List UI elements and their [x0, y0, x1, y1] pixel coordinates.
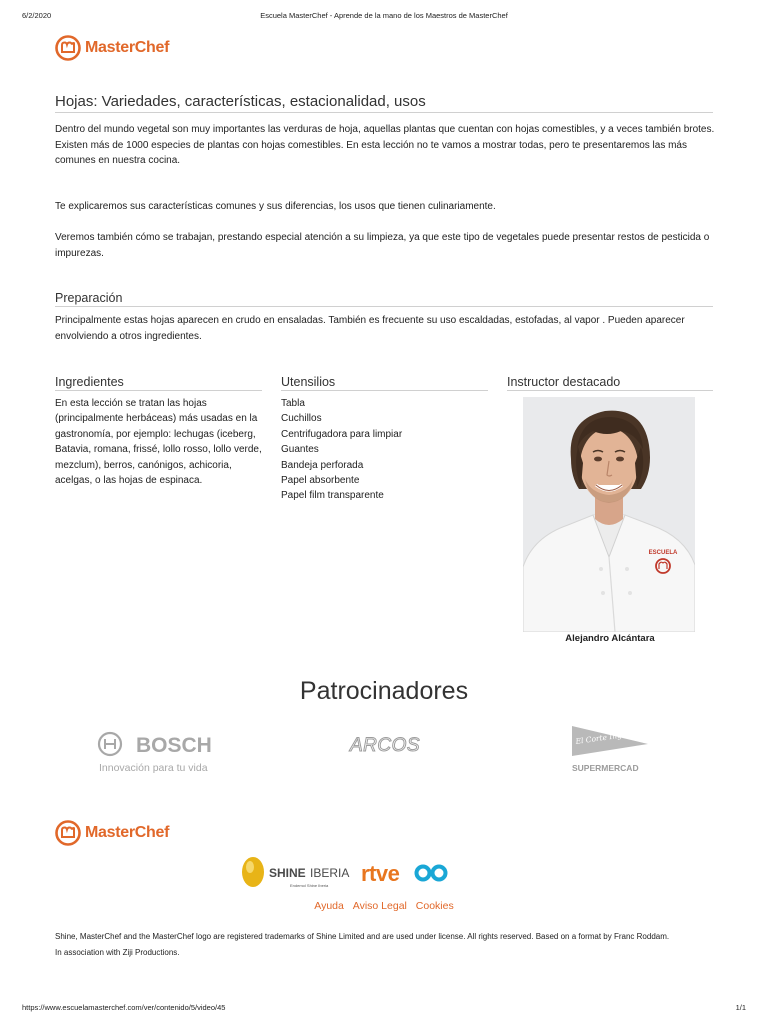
preparation-text: Principalmente estas hojas aparecen en crudo en ensaladas. También es frecuente su uso escaldadas, estofadas, al vapor . Pueden aparecer envolviendo a otros ingredientes.	[55, 315, 685, 342]
iberia-wordmark: IBERIA	[310, 866, 350, 880]
preparation-title: Preparación	[55, 291, 713, 307]
utensil-item: Tabla	[281, 398, 305, 409]
legal-line-1: Shine, MasterChef and the MasterChef logo are registered trademarks of Shine Limited and are used under license. All rights reserved. Based on a format by Franc Roddam.	[55, 932, 670, 941]
utensils-title: Utensilios	[281, 375, 488, 391]
lesson-intro	[55, 122, 715, 169]
jacket-escuela-text: ESCUELA	[648, 550, 678, 556]
lesson-title: Hojas: Variedades, características, estacionalidad, usos	[55, 93, 713, 113]
masterchef-hat-icon	[55, 820, 81, 846]
print-url: https://www.escuelamasterchef.com/ver/contenido/5/video/45	[22, 1003, 226, 1012]
masterchef-logo[interactable]	[55, 35, 169, 61]
utensil-item: Bandeja perforada	[281, 459, 364, 471]
brand-name: MasterChef	[85, 39, 170, 56]
utensil-item: Papel film transparente	[281, 490, 384, 502]
shine-wordmark: SHINE	[269, 866, 306, 880]
print-page-count: 1/1	[735, 1003, 746, 1012]
bosch-tagline: Innovación para tu vida	[99, 762, 208, 774]
shine-subtitle: Endemol Shine Iberia	[290, 883, 329, 888]
legal-text	[55, 929, 715, 961]
instructor-name: Alejandro Alcántara	[565, 633, 655, 644]
lesson-paragraph-2: Te explicaremos sus características comunes y sus diferencias, los usos que tienen culinariamente.	[55, 201, 496, 212]
el-corte-ingles-supermercado-logo[interactable]	[570, 722, 652, 774]
utensil-item: Centrifugadora para limpiar	[281, 428, 403, 440]
utensil-item: Cuchillos	[281, 413, 322, 425]
intro-line-2: Existen más de 1000 especies de plantas con hojas comestibles. En esta lección no te vamos a mostrar todas, pero te presentaremos las más comunes en nuestra cocina.	[55, 139, 687, 166]
partner-logos	[240, 856, 455, 890]
lesson-paragraph-3: Veremos también cómo se trabajan, prestando especial atención a su limpieza, ya que este tipo de vegetales puede presentar restos de pesticida o impurezas.	[55, 232, 710, 259]
legal-notice-link[interactable]: Aviso Legal	[352, 900, 407, 912]
sponsors-title: Patrocinadores	[299, 677, 469, 705]
legal-line-2: In association with Ziji Productions.	[55, 948, 180, 957]
infinity-logo-icon[interactable]	[417, 867, 430, 880]
utensils-list	[281, 396, 402, 504]
cookies-link[interactable]: Cookies	[415, 900, 454, 912]
print-date: 6/2/2020	[22, 11, 52, 20]
arcos-wordmark: ARCOS	[349, 735, 421, 756]
masterchef-logo-footer[interactable]	[55, 820, 169, 846]
rtve-logo[interactable]: rtve	[361, 861, 400, 886]
footer-links	[0, 900, 768, 912]
shine-egg-icon[interactable]	[242, 857, 264, 887]
arcos-logo[interactable]	[334, 733, 436, 757]
bosch-logo[interactable]	[96, 731, 226, 776]
bosch-wordmark: BOSCH	[136, 734, 212, 757]
brand-name-footer: MasterChef	[85, 824, 170, 841]
utensil-item: Papel absorbente	[281, 475, 360, 487]
intro-line-1: Dentro del mundo vegetal son muy importantes las verduras de hoja, aquellas plantas que cuentan con hojas comestibles, y a veces también brotes.	[55, 124, 715, 135]
utensil-item: Guantes	[281, 444, 319, 456]
print-header	[22, 11, 746, 21]
eci-script: El Corte Inglés	[575, 729, 633, 746]
eci-supermercado-text: SUPERMERCAD	[572, 763, 639, 773]
ingredients-title: Ingredientes	[55, 375, 262, 391]
instructor-title: Instructor destacado	[507, 375, 713, 391]
instructor-photo[interactable]	[523, 397, 695, 632]
print-page-title: Escuela MasterChef - Aprende de la mano de los Maestros de MasterChef	[260, 11, 508, 20]
ingredients-text: En esta lección se tratan las hojas (principalmente herbáceas) más usadas en la gastronomía, por ejemplo: lechugas (iceberg, Batavia, romana, frissé, lollo rosso, lollo verde, mezclum), berros, canónigos, achicoria, acelgas, o las hojas de espinaca.	[55, 398, 262, 487]
masterchef-hat-icon	[55, 35, 81, 61]
help-link[interactable]: Ayuda	[314, 900, 344, 912]
